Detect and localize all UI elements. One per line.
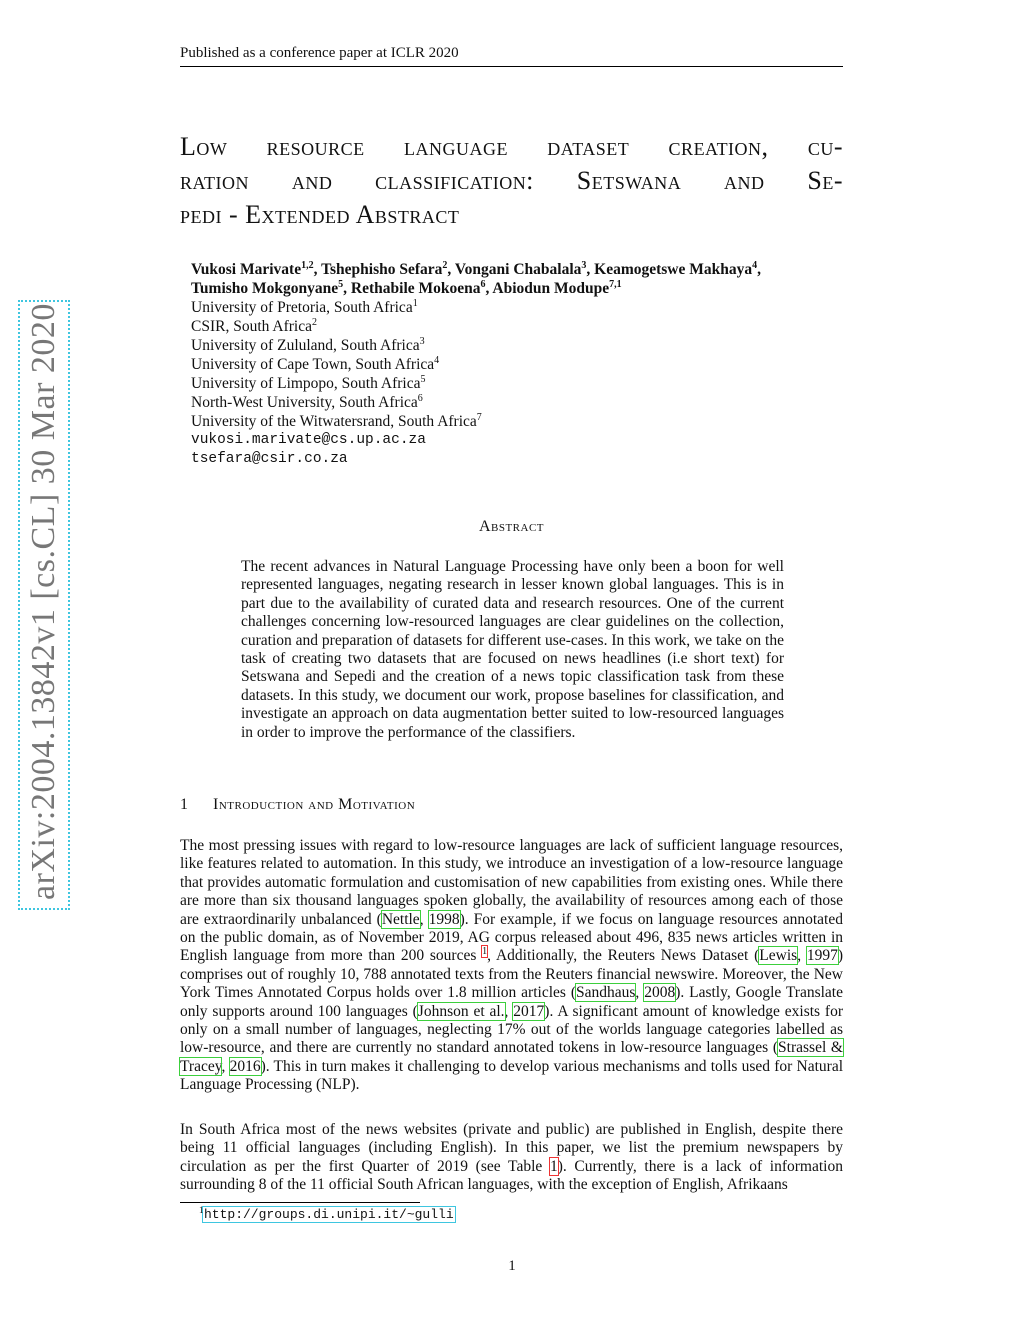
affiliation-sup: 2	[312, 316, 317, 328]
citation-link[interactable]: Nettle	[381, 910, 420, 928]
affiliation	[191, 317, 841, 336]
affiliation-name: University of the Witwatersrand, South Africa	[191, 413, 477, 430]
citation-link[interactable]: Johnson et al.	[417, 1002, 505, 1020]
title-line-1: Low resource language dataset creation, cu-	[180, 132, 843, 161]
affiliation	[191, 355, 841, 374]
section-title: Introduction and Motivation	[213, 796, 416, 813]
affiliation-sup: 7	[476, 411, 482, 423]
footnote	[199, 1205, 455, 1223]
author-name: Keamogetswe Makhaya	[594, 261, 753, 278]
author-separator: ,	[586, 261, 595, 278]
author-affiliation-sup: 3	[581, 259, 587, 271]
affiliation-name: CSIR, South Africa	[191, 318, 312, 335]
author-names-line-1	[191, 260, 841, 279]
affiliation-sup: 5	[420, 373, 426, 385]
affiliation	[191, 298, 841, 317]
author-separator: ,	[447, 261, 455, 278]
citation-link[interactable]: 2008	[644, 984, 676, 1002]
paragraph-text: ,	[221, 1057, 230, 1075]
author-name: Vukosi Marivate	[191, 261, 302, 278]
author-separator: ,	[757, 261, 762, 278]
paragraph-text: ,	[419, 910, 429, 928]
author-affiliation-sup: 1,2	[301, 259, 314, 271]
paragraph-text: The most pressing issues with regard to low-resource languages are lack of sufficient language resources, like features related to automation. In this study, we introduce an investigation of a low-resource language that provides automatic formulation and customisation of new capabilities from existing ones. While there are more than six thousand languages spoken globally, the availability of resources among each of those are extraordinarily unbalanced (	[180, 837, 843, 928]
paragraph-text: , Additionally, the Reuters News Dataset (	[487, 947, 760, 965]
author-name: Tumisho Mokgonyane	[191, 280, 339, 297]
paper-title	[180, 130, 843, 232]
affiliation-sup: 3	[419, 335, 425, 347]
paragraph-text: ). This in turn makes it challenging to develop various mechanisms and tolls used for Natural Language Processing (NLP).	[180, 1057, 843, 1094]
paragraph-text: ,	[635, 984, 645, 1002]
paragraph-text: ). A significant amount of knowledge exists for only on a small number of languages, neglecting 17% out of the worlds language categories labelled as low-resource, and there are currently no standard annotated tokens in low-resource languages (	[180, 1002, 843, 1057]
author-names-line-2	[191, 279, 841, 298]
author-name: Rethabile Mokoena	[350, 280, 481, 297]
affiliation	[191, 374, 841, 393]
paragraph-text: ). For example, if we focus on language resources annotated on the public domain, as of November 2019, AG corpus released about 496, 835 news articles written in English language from more than 200 sources	[180, 910, 843, 965]
paragraph-text: ). Currently, there is a lack of information surrounding 8 of the 11 official South African languages, with the exception of English, Afrikaans	[180, 1157, 843, 1194]
footnote-link[interactable]: http://groups.di.unipi.it/~gulli	[204, 1207, 454, 1222]
affiliation-name: University of Limpopo, South Africa	[191, 375, 421, 392]
paragraph-text: ,	[504, 1002, 514, 1020]
affiliation-name: University of Zululand, South Africa	[191, 337, 420, 354]
affiliation-sup: 4	[434, 354, 440, 366]
affiliation-name: University of Cape Town, South Africa	[191, 356, 435, 373]
author-affiliation-sup: 7,1	[609, 278, 622, 290]
page-number: 1	[508, 1258, 516, 1274]
author-separator: ,	[343, 280, 351, 297]
affiliation	[191, 412, 841, 431]
section-1-heading	[180, 796, 843, 814]
arxiv-identifier-stamp[interactable]: arXiv:2004.13842v1 [cs.CL] 30 Mar 2020	[18, 300, 70, 910]
footnote-divider	[180, 1202, 420, 1203]
citation-link[interactable]: Lewis	[759, 947, 798, 965]
affiliation-sup: 6	[417, 392, 423, 404]
reference-link[interactable]: 1	[482, 946, 488, 958]
paragraph-text: ) comprises out of roughly 10, 788 annotated texts from the Reuters financial newswire. Moreover, the New York Times Annotated Corpus holds over 1.8 million articles (	[180, 947, 844, 1002]
title-line-2: ration and classification: Setswana and Se-	[180, 166, 843, 195]
author-affiliation-sup: 5	[338, 278, 344, 290]
abstract-heading: Abstract	[478, 518, 545, 535]
paragraph-text: ,	[797, 947, 807, 965]
affiliation-sup: 1	[412, 297, 418, 309]
citation-link[interactable]: 2017	[513, 1002, 545, 1020]
citation-link[interactable]: 1998	[428, 910, 460, 928]
citation-link[interactable]: 2016	[229, 1057, 261, 1075]
footnote-mark: 1	[199, 1205, 204, 1215]
paragraph-text: In South Africa most of the news websites (private and public) are published in English, despite there being 11 official languages (including English). In this paper, we list the premium newspapers by circulation as per the first Quarter of 2019 (see Table	[180, 1121, 843, 1175]
citation-link[interactable]: Sandhaus	[575, 984, 636, 1002]
author-separator: ,	[313, 261, 322, 278]
affiliation-name: North-West University, South Africa	[191, 394, 418, 411]
intro-paragraph-2	[180, 1121, 843, 1195]
affiliation	[191, 336, 841, 355]
author-separator: ,	[485, 280, 493, 297]
email-2[interactable]: tsefara@csir.co.za	[191, 451, 348, 467]
email-1[interactable]: vukosi.marivate@cs.up.ac.za	[191, 432, 426, 448]
author-affiliation-sup: 2	[442, 259, 448, 271]
author-block	[191, 260, 841, 469]
title-line-3: pedi - Extended Abstract	[180, 200, 460, 229]
citation-link[interactable]: 1997	[806, 947, 838, 965]
author-affiliation-sup: 4	[752, 259, 758, 271]
running-header: Published as a conference paper at ICLR 2020	[180, 45, 843, 67]
author-affiliation-sup: 6	[480, 278, 486, 290]
intro-paragraph-1	[180, 837, 843, 1095]
affiliation-list	[191, 298, 841, 431]
author-name: Abiodun Modupe	[492, 280, 610, 297]
author-name: Vongani Chabalala	[454, 261, 582, 278]
affiliation	[191, 393, 841, 412]
author-name: Tshephisho Sefara	[321, 261, 443, 278]
citation-link[interactable]: Strassel & Tracey	[180, 1039, 843, 1075]
paragraph-text: ). Lastly, Google Translate only supports around 100 languages (	[180, 984, 843, 1020]
affiliation-name: University of Pretoria, South Africa	[191, 299, 413, 316]
abstract-text: The recent advances in Natural Language Processing have only been a boon for well represented languages, negating research in lesser known global languages. This is in part due to the availability of curated data and research resources. One of the current challenges concerning low-resourced languages are clear guidelines on the collection, curation and preparation of datasets for different use-cases. In this work, we take on the task of creating two datasets that are focused on news headlines (i.e short text) for Setswana and Sepedi and the creation of a news topic classification task from these datasets. In this study, we document our work, propose baselines for classification, and investigate an approach on data augmentation better suited to low-resourced languages in order to improve the performance of the classifiers.	[241, 558, 784, 741]
reference-link[interactable]: 1	[549, 1157, 558, 1175]
section-number: 1	[180, 796, 189, 813]
